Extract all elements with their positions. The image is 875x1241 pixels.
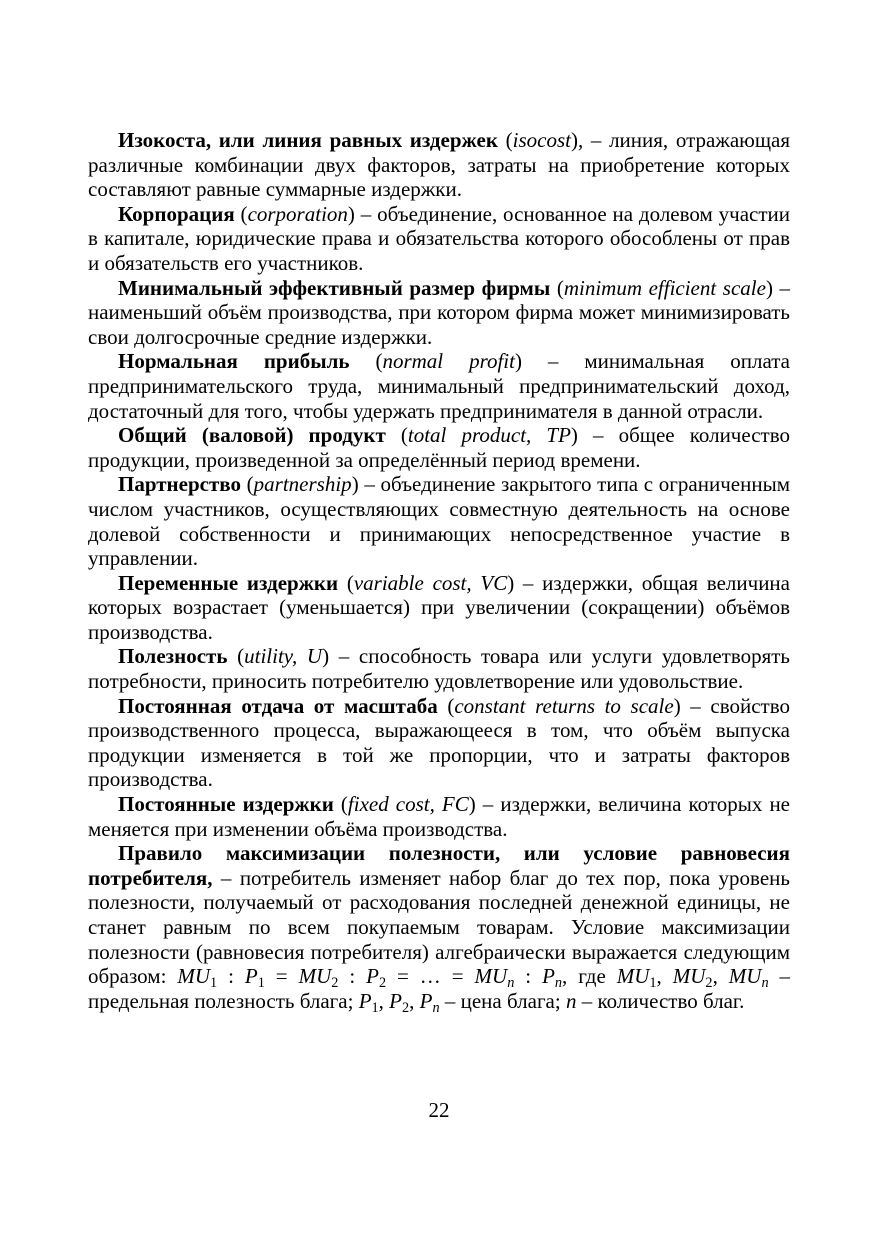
text-run: : xyxy=(514,964,543,989)
text-run: ) – издержки, величина которых не меняется при изменении объёма производства. xyxy=(88,792,790,841)
text-run: partnership xyxy=(253,472,352,497)
text-run: 2 xyxy=(705,975,713,992)
text-run: ) – общее количество продукции, произведенной за определённый период времени. xyxy=(88,423,790,472)
text-run: 1 xyxy=(257,975,265,992)
text-run: total product, TP xyxy=(407,423,571,448)
glossary-paragraph-7 xyxy=(88,571,790,645)
glossary-paragraph-11 xyxy=(88,841,791,1016)
text-run: Корпорация xyxy=(118,201,235,226)
glossary-paragraph-9 xyxy=(88,694,790,792)
text-run: 1 xyxy=(371,999,379,1016)
text-run: 1 xyxy=(649,975,657,992)
text-run: MU xyxy=(298,964,332,989)
text-run: ( xyxy=(333,792,348,817)
text-run: ( xyxy=(234,201,248,226)
text-run: Полезность xyxy=(118,644,228,669)
text-run: ( xyxy=(497,128,513,152)
text-run: n xyxy=(554,975,563,992)
glossary-paragraph-10 xyxy=(88,792,790,841)
text-run: , xyxy=(712,964,729,989)
text-run: ( xyxy=(550,275,564,300)
glossary-paragraph-4 xyxy=(88,349,790,423)
glossary-paragraph-1 xyxy=(88,128,790,202)
text-run: Изокоста, или линия равных издержек xyxy=(118,128,498,152)
text-run: – предельная полезность блага; xyxy=(88,964,791,1013)
text-run: Правило максимизации полезности, или условие равновесия потребителя, xyxy=(88,841,790,890)
text-run: constant returns to scale xyxy=(454,693,674,718)
text-run: MU xyxy=(728,964,762,989)
text-run: fixed cost, FC xyxy=(347,792,469,817)
text-run: ) – свойство производственного процесса, выражающееся в том, что объём выпуска продукции изменяется в той же пропорции, что и затраты факторов производства. xyxy=(88,693,790,792)
text-run: MU xyxy=(177,964,211,989)
text-run: utility, U xyxy=(244,644,323,669)
text-run: P xyxy=(358,988,372,1013)
text-run: n xyxy=(565,988,577,1013)
text-run: Переменные издержки xyxy=(118,570,339,595)
text-run: ( xyxy=(385,423,408,448)
text-run: : xyxy=(338,964,367,989)
text-run: P xyxy=(366,964,379,989)
text-run: minimum efficient scale xyxy=(563,275,766,300)
text-run: ) – объединение, основанное на долевом участии в капитале, юридические права и обязательства которого обособлены от прав и обязательств его участников. xyxy=(88,201,791,275)
text-run: ( xyxy=(349,349,383,374)
text-run: MU xyxy=(616,964,650,989)
text-run: Минимальный эффективный размер фирмы xyxy=(118,275,551,300)
text-run: ) – издержки, общая величина которых возрастает (уменьшается) при увеличении (сокращении) объёмов производства. xyxy=(88,570,790,644)
text-run: , xyxy=(378,988,390,1013)
text-run: n xyxy=(432,999,440,1016)
text-run: ) – способность товара или услуги удовлетворять потребности, приносить потребителю удовлетворение или удовольствие. xyxy=(88,644,790,694)
text-run: – количество благ. xyxy=(576,988,745,1013)
text-run: Партнерство xyxy=(118,472,241,497)
text-run: ), – линия, отражающая различные комбинации двух факторов, затраты на приобретение которых составляют равные суммарные издержки. xyxy=(88,128,791,202)
text-run: Постоянные издержки xyxy=(118,792,334,817)
text-run: ( xyxy=(338,570,354,595)
text-run: : xyxy=(217,964,245,989)
text-run: variable cost, VC xyxy=(353,570,508,595)
text-run: , xyxy=(656,964,673,989)
text-run: Постоянная отдача от масштаба xyxy=(118,693,438,718)
text-run: ( xyxy=(437,693,455,718)
page-number: 22 xyxy=(428,1098,450,1122)
glossary-paragraph-8 xyxy=(88,644,790,693)
glossary-paragraph-5 xyxy=(88,423,790,472)
glossary-paragraph-6 xyxy=(88,472,790,570)
text-run: , xyxy=(409,988,420,1013)
text-run: isocost xyxy=(512,128,571,152)
text-run: Общий (валовой) продукт xyxy=(118,423,386,448)
text-run: , где xyxy=(562,964,617,989)
glossary-paragraph-3 xyxy=(88,276,790,350)
text-run: ) – минимальная оплата предпринимательского труда, минимальный предпринимательский доход, достаточный для того, чтобы удержать предпринимателя в данной отрасли. xyxy=(88,349,790,423)
text-run: P xyxy=(419,988,433,1013)
text-run: = xyxy=(264,964,299,989)
text-run: MU xyxy=(672,964,706,989)
text-run: ( xyxy=(227,644,245,669)
text-run: ( xyxy=(241,472,254,497)
glossary-text-block xyxy=(88,128,791,1016)
text-run: ) – объединение закрытого типа с ограниченным числом участников, осуществляющих совместную деятельность на основе долевой собственности и принимающих непосредственное участие в управлении. xyxy=(88,472,790,571)
text-run: P xyxy=(389,988,402,1013)
text-run: n xyxy=(761,975,769,992)
text-run: – потребитель изменяет набор благ до тех пор, пока уровень полезности, получаемый от расходования последней денежной единицы, не станет равным по всем покупаемым товарам. Условие максимизации полезности (равновесия потребителя) алгебраически выражается следующим образом: xyxy=(88,865,790,989)
text-run: Нормальная прибыль xyxy=(118,349,350,374)
text-run: 2 xyxy=(331,975,339,992)
text-run: P xyxy=(542,964,555,989)
text-run: 2 xyxy=(402,999,410,1016)
text-run: n xyxy=(507,975,515,992)
text-run: – цена блага; xyxy=(439,988,566,1013)
glossary-paragraph-2 xyxy=(88,202,790,276)
text-run: corporation xyxy=(247,201,348,226)
text-run: normal profit xyxy=(382,349,515,374)
text-run: 1 xyxy=(210,975,218,992)
text-run: ) – наименьший объём производства, при котором фирма может минимизировать свои долгосрочные средние издержки. xyxy=(88,275,791,349)
text-run: MU xyxy=(474,964,508,989)
text-run: 2 xyxy=(378,975,387,992)
text-run: P xyxy=(244,964,258,989)
text-run: = … = xyxy=(386,964,475,989)
